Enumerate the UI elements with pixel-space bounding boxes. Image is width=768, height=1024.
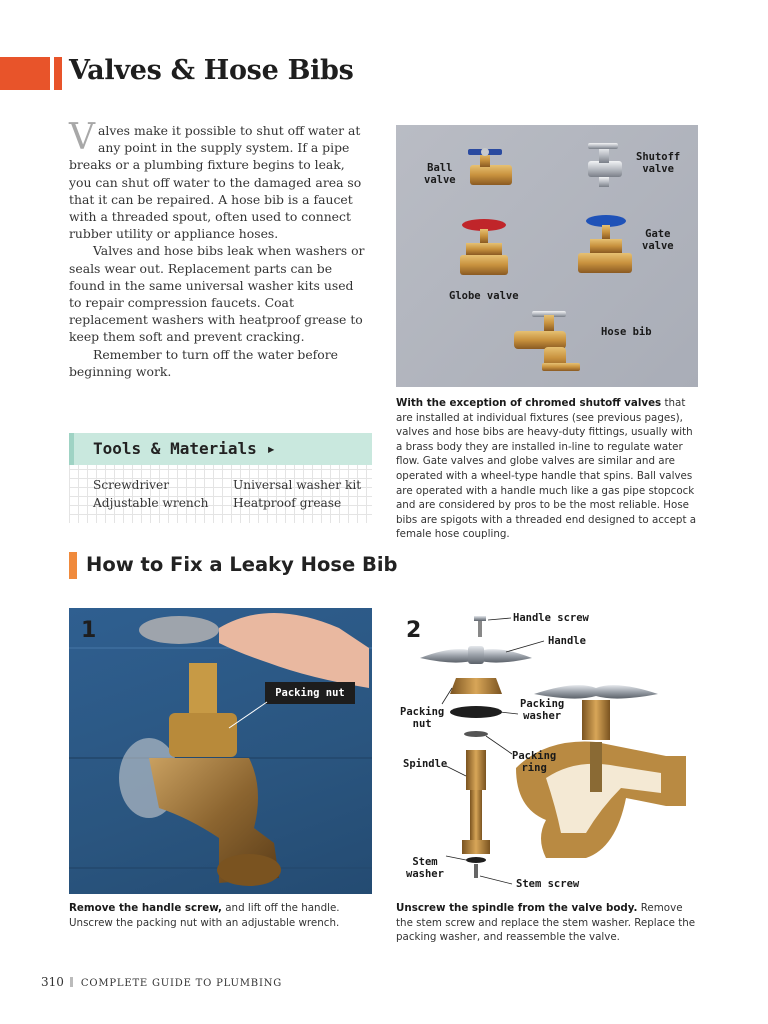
valves-caption: With the exception of chromed shutoff valves that are installed at individual fixtures (see previous pages), valves and hose bibs are heavy-duty fittings, usually with a brass body they are installed in-line to regulate water flow. Gate valves and globe valves are similar and are operated with a wheel-type handle that spins. Ball valves are operated with a handle much like a gas pipe stopcock and are considered by pros to be the most reliable. Hose bibs are spigots with a threaded end designed to accept a female hose coupling. bbox=[396, 397, 697, 541]
label-packing-ring: Packing ring bbox=[512, 750, 557, 774]
tools-materials-box bbox=[69, 433, 372, 523]
valves-photo bbox=[396, 125, 698, 387]
label-gate-valve: Gate valve bbox=[642, 228, 674, 252]
label-packing-washer: Packing washer bbox=[520, 698, 565, 722]
step1-caption: Remove the handle screw, and lift off the handle. Unscrew the packing nut with an adjustable wrench. bbox=[69, 902, 340, 929]
page-number: 310 bbox=[41, 975, 64, 989]
label-stem-washer: Stem washer bbox=[406, 856, 444, 880]
step2-caption: Unscrew the spindle from the valve body. Remove the stem screw and replace the stem washer. Replace the packing washer, and reassemble the valve. bbox=[396, 902, 696, 944]
label-spindle: Spindle bbox=[403, 758, 448, 770]
intro-text bbox=[69, 117, 369, 380]
step1-illustration bbox=[69, 608, 372, 894]
label-hose-bib: Hose bib bbox=[601, 326, 652, 338]
label-packing-nut: Packing nut bbox=[400, 706, 445, 730]
intro-paragraph-2: Valves and hose bibs leak when washers or seals wear out. Replacement parts can be found in the same universal washer kits used to repair compression faucets. Coat replacement washers with heatproof grease to keep them soft and prevent cracking. bbox=[69, 243, 365, 345]
tool-item: Universal washer kit bbox=[233, 478, 362, 492]
tool-item: Adjustable wrench bbox=[93, 496, 209, 510]
how-to-accent-bar bbox=[69, 552, 77, 579]
footer-divider bbox=[70, 977, 73, 987]
how-to-title: How to Fix a Leaky Hose Bib bbox=[86, 553, 398, 576]
globe-valve-image bbox=[460, 219, 508, 275]
label-shutoff-valve: Shutoff valve bbox=[636, 151, 681, 175]
header-accent-bar bbox=[0, 57, 50, 90]
step1-photo bbox=[69, 608, 372, 894]
tools-title: Tools & Materials ▸ bbox=[93, 439, 277, 458]
label-ball-valve: Ball valve bbox=[424, 162, 456, 186]
tool-item: Heatproof grease bbox=[233, 496, 342, 510]
label-handle-screw: Handle screw bbox=[513, 612, 589, 624]
packing-nut-callout: Packing nut bbox=[265, 682, 355, 704]
step2-number: 2 bbox=[406, 618, 422, 643]
gate-valve-image bbox=[578, 215, 632, 273]
page-title: Valves & Hose Bibs bbox=[69, 55, 354, 86]
page-footer bbox=[41, 975, 282, 989]
label-globe-valve: Globe valve bbox=[449, 290, 519, 302]
header-accent-bar-small bbox=[54, 57, 62, 90]
step1-number: 1 bbox=[81, 618, 97, 643]
ball-valve-image bbox=[468, 148, 512, 185]
tools-header bbox=[69, 433, 372, 465]
hose-bib-image bbox=[514, 311, 580, 371]
intro-paragraph-3: Remember to turn off the water before beginning work. bbox=[69, 346, 338, 379]
book-title: COMPLETE GUIDE TO PLUMBING bbox=[80, 978, 283, 989]
drop-cap: V bbox=[69, 117, 95, 158]
arrow-right-icon: ▸ bbox=[266, 439, 277, 458]
label-stem-screw: Stem screw bbox=[516, 878, 580, 890]
intro-paragraph-1: alves make it possible to shut off water at any point in the supply system. If a pipe breaks or a plumbing fixture begins to leak, you can shut off water to the damaged area so that it can be repaired. A hose bib is a faucet with a threaded spout, often used to connect rubber utility or appliance hoses. bbox=[69, 123, 362, 242]
label-handle: Handle bbox=[548, 635, 586, 647]
shutoff-valve-image bbox=[588, 143, 622, 187]
tool-item: Screwdriver bbox=[93, 478, 170, 492]
callout-leader-line bbox=[225, 700, 275, 730]
